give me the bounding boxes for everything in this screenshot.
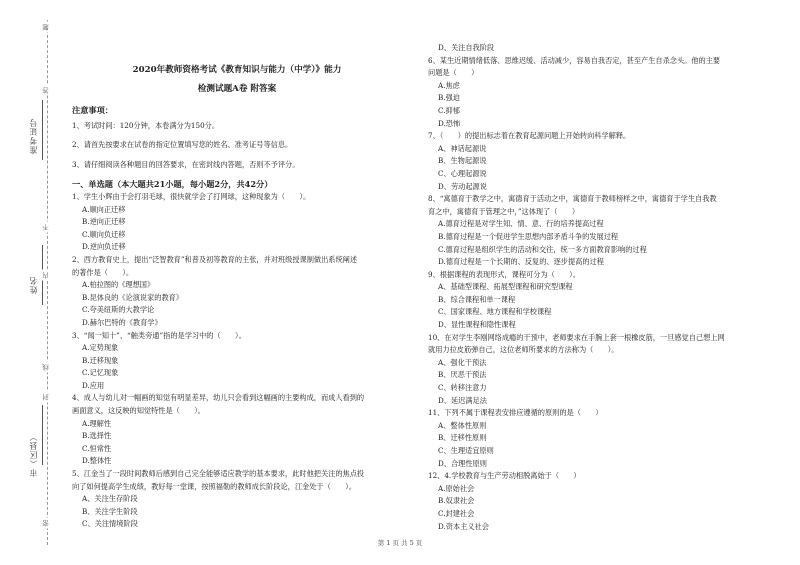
question-block	[72, 330, 402, 393]
answer-option: B、迁移性原则	[438, 433, 487, 443]
question-stem: 5、江金当了一段时间教师后感到自己完全能够适应教学的基本要求，此时他把关注的焦点投	[72, 469, 365, 479]
answer-option: C、关注情境阶段	[82, 519, 138, 529]
exam-title-line1: 2020年教师资格考试《教育知识与能力（中学）》能力	[132, 65, 342, 75]
question-block	[428, 470, 768, 533]
answer-option: D.德育过程是一个长期的、反复的、逐步提高的过程	[438, 257, 604, 267]
margin-char-mi: 密	[42, 520, 50, 527]
answer-option: A、神话起源说	[438, 143, 487, 153]
margin-char-xian: 线	[42, 364, 50, 371]
answer-option: C.抑郁	[438, 105, 460, 115]
answer-option: D、延迟满足法	[438, 395, 487, 405]
question-stem: 就用力拉皮筋弹自己，这位老师所要求的方法称为（ ）。	[428, 345, 619, 355]
question-stem: 的著作是（ ）。	[72, 267, 134, 277]
answer-option: C.恒常性	[82, 443, 112, 453]
section-heading: 一、单选题（本大题共21小题，每小题2分，共42分）	[72, 179, 273, 190]
margin-char-da: 答	[42, 87, 50, 94]
left-question-list	[72, 191, 402, 531]
answer-option: A、基础型课程、拓展型课程和研究型课程	[438, 282, 573, 292]
answer-option: B、综合课程和单一课程	[438, 294, 516, 304]
notice-item: 1、考试时间：120分钟，本卷满分为150分。	[72, 120, 220, 130]
answer-option: A、整体性原则	[438, 420, 487, 430]
notice-item: 3、请仔细阅读各种题目的回答要求，在密封线内答题，否则不予评分。	[72, 159, 300, 169]
answer-option: C、转移注意力	[438, 383, 487, 393]
answer-option: C、国家课程、地方课程和学校课程	[438, 307, 552, 317]
question-stem: 问题是（ ）	[428, 68, 479, 78]
question-block	[428, 193, 768, 269]
question-stem: 9、根据课程的表现形式，课程可分为（ ）。	[428, 269, 580, 279]
notice-heading: 注意事项：	[72, 105, 113, 115]
binding-margin	[0, 0, 62, 565]
question-block	[428, 332, 768, 408]
question-block	[428, 42, 768, 55]
answer-option: B、关注学生阶段	[82, 506, 138, 516]
answer-option: A.理解性	[82, 418, 112, 428]
page-footer: 第 1 页 共 5 页	[377, 539, 423, 547]
answer-option: D、合理性原则	[438, 458, 487, 468]
question-block	[428, 55, 768, 131]
question-stem: 10、在对学生李刚网络成瘾的干预中，老师要求在手腕上套一根橡皮筋，一旦感觉自己想上网	[428, 332, 725, 342]
answer-option: C.记忆现象	[82, 368, 119, 378]
answer-option: A.柏拉图的《理想国》	[82, 280, 155, 290]
answer-option: D、显性课程和隐性课程	[438, 320, 516, 330]
margin-char-feng: 封	[42, 394, 50, 401]
answer-option: C、心理起源说	[438, 168, 487, 178]
right-question-list	[428, 42, 768, 533]
name-label: 姓名	[29, 276, 38, 294]
seal-dashed-line	[47, 20, 48, 545]
answer-option: B.逆向正迁移	[82, 217, 126, 227]
answer-option: D.资本主义社会	[438, 521, 489, 531]
margin-char-ti: 题	[42, 24, 50, 31]
answer-option: B.迁移现象	[82, 355, 119, 365]
district-fill-line	[42, 405, 43, 465]
question-stem: 2、西方教育史上，提出“泛智教育”和普及初等教育的主张，并对班级授课制做出系统阐述	[72, 254, 358, 264]
exam-title-line2: 检测试题A卷 附答案	[197, 84, 277, 94]
question-block	[72, 254, 402, 330]
answer-option: B.昆体良的《论演说家的教育》	[82, 292, 184, 302]
question-stem: 育之中，寓德育于管理之中，”这体现了（ ）	[428, 206, 580, 216]
answer-option: B.强迫	[438, 93, 460, 103]
question-stem: 6、某生近期情绪低落、思维迟缓、活动减少，容易自我否定，甚至产生自杀念头。他的主要	[428, 55, 721, 65]
answer-option: B.德育过程是一个促进学生思想内部矛盾斗争的发展过程	[438, 231, 619, 241]
question-stem: 11、下列不属于课程表安排应遵循的原则的是（ ）	[428, 408, 603, 418]
notice-item: 2、请首先按要求在试卷的指定位置填写您的姓名、准考证号等信息。	[72, 140, 293, 150]
answer-option: A.焦虑	[438, 80, 460, 90]
answer-option: A.顺向正迁移	[82, 204, 126, 214]
answer-option: C.顺向负迁移	[82, 229, 126, 239]
question-stem: 画面意义，这反映的知觉特性是（ ）。	[72, 406, 205, 416]
question-block	[72, 468, 402, 531]
answer-option: D.恐怖	[438, 118, 461, 128]
question-block	[428, 130, 768, 193]
answer-option: D.赫尔巴特的《教育学》	[82, 317, 162, 327]
answer-option: C.夸美纽斯的大教学论	[82, 305, 155, 315]
answer-option: D.应用	[82, 380, 105, 390]
answer-option: D.逆向负迁移	[82, 242, 126, 252]
answer-option: C、生理适宜原则	[438, 446, 494, 455]
answer-option: D、劳动起源说	[438, 181, 487, 191]
left-column	[72, 64, 402, 531]
question-stem: 7、（ ）的提出标志着在教育起源问题上开始转向科学解释。	[428, 131, 631, 141]
answer-option: B.选择性	[82, 431, 112, 441]
question-stem: 8、“寓德育于教学之中，寓德育于活动之中，寓德育于教师榜样之中，寓德育于学生自我教	[428, 194, 717, 204]
answer-option: A.原始社会	[438, 483, 475, 493]
answer-option: B、厌恶干预法	[438, 370, 487, 380]
answer-option: D.整体性	[82, 456, 112, 466]
answer-option: A.德育过程是对学生知、情、意、行的培养提高过程	[438, 219, 604, 229]
district-label: 市（区县）	[29, 432, 38, 477]
answer-option: D、关注自我阶段	[438, 43, 495, 52]
margin-char-bu: 不	[42, 224, 50, 231]
question-block	[428, 269, 768, 332]
answer-option: B、生物起源说	[438, 156, 487, 166]
answer-option: A.定势现象	[82, 343, 119, 353]
question-stem: 12、4.学校教育与生产劳动相脱离始于（ ）	[428, 471, 581, 481]
question-block	[428, 407, 768, 470]
question-stem: 4、成人与幼儿对一幅画的知觉有明显差异，幼儿只会看到这幅画的主要构成，而成人看到的	[72, 393, 365, 403]
margin-char-nei: 内	[42, 272, 50, 279]
question-stem: 1、学生小辉由于会打羽毛球，很快就学会了打网球，这种现象为（ ）。	[72, 191, 311, 201]
answer-option: A、强化干预法	[438, 357, 487, 367]
question-block	[72, 392, 402, 468]
question-stem: 3、“闻一知十”、“触类旁通”指的是学习中的（ ）。	[72, 330, 246, 340]
question-block	[72, 191, 402, 254]
answer-option: A、关注生存阶段	[82, 494, 138, 504]
exam-id-label: 准考证号	[29, 118, 38, 154]
right-column	[428, 42, 768, 533]
answer-option: C.封建社会	[438, 508, 475, 518]
question-stem: 向了如何提高学生成绩，教好每一堂课，按照福勒的教师成长阶段论，江金处于（ ）。	[72, 481, 356, 491]
answer-option: C.德育过程是组织学生的活动和交往，统一多方面教育影响的过程	[438, 244, 647, 254]
exam-id-fill-line	[42, 100, 43, 160]
answer-option: B.奴隶社会	[438, 496, 475, 506]
